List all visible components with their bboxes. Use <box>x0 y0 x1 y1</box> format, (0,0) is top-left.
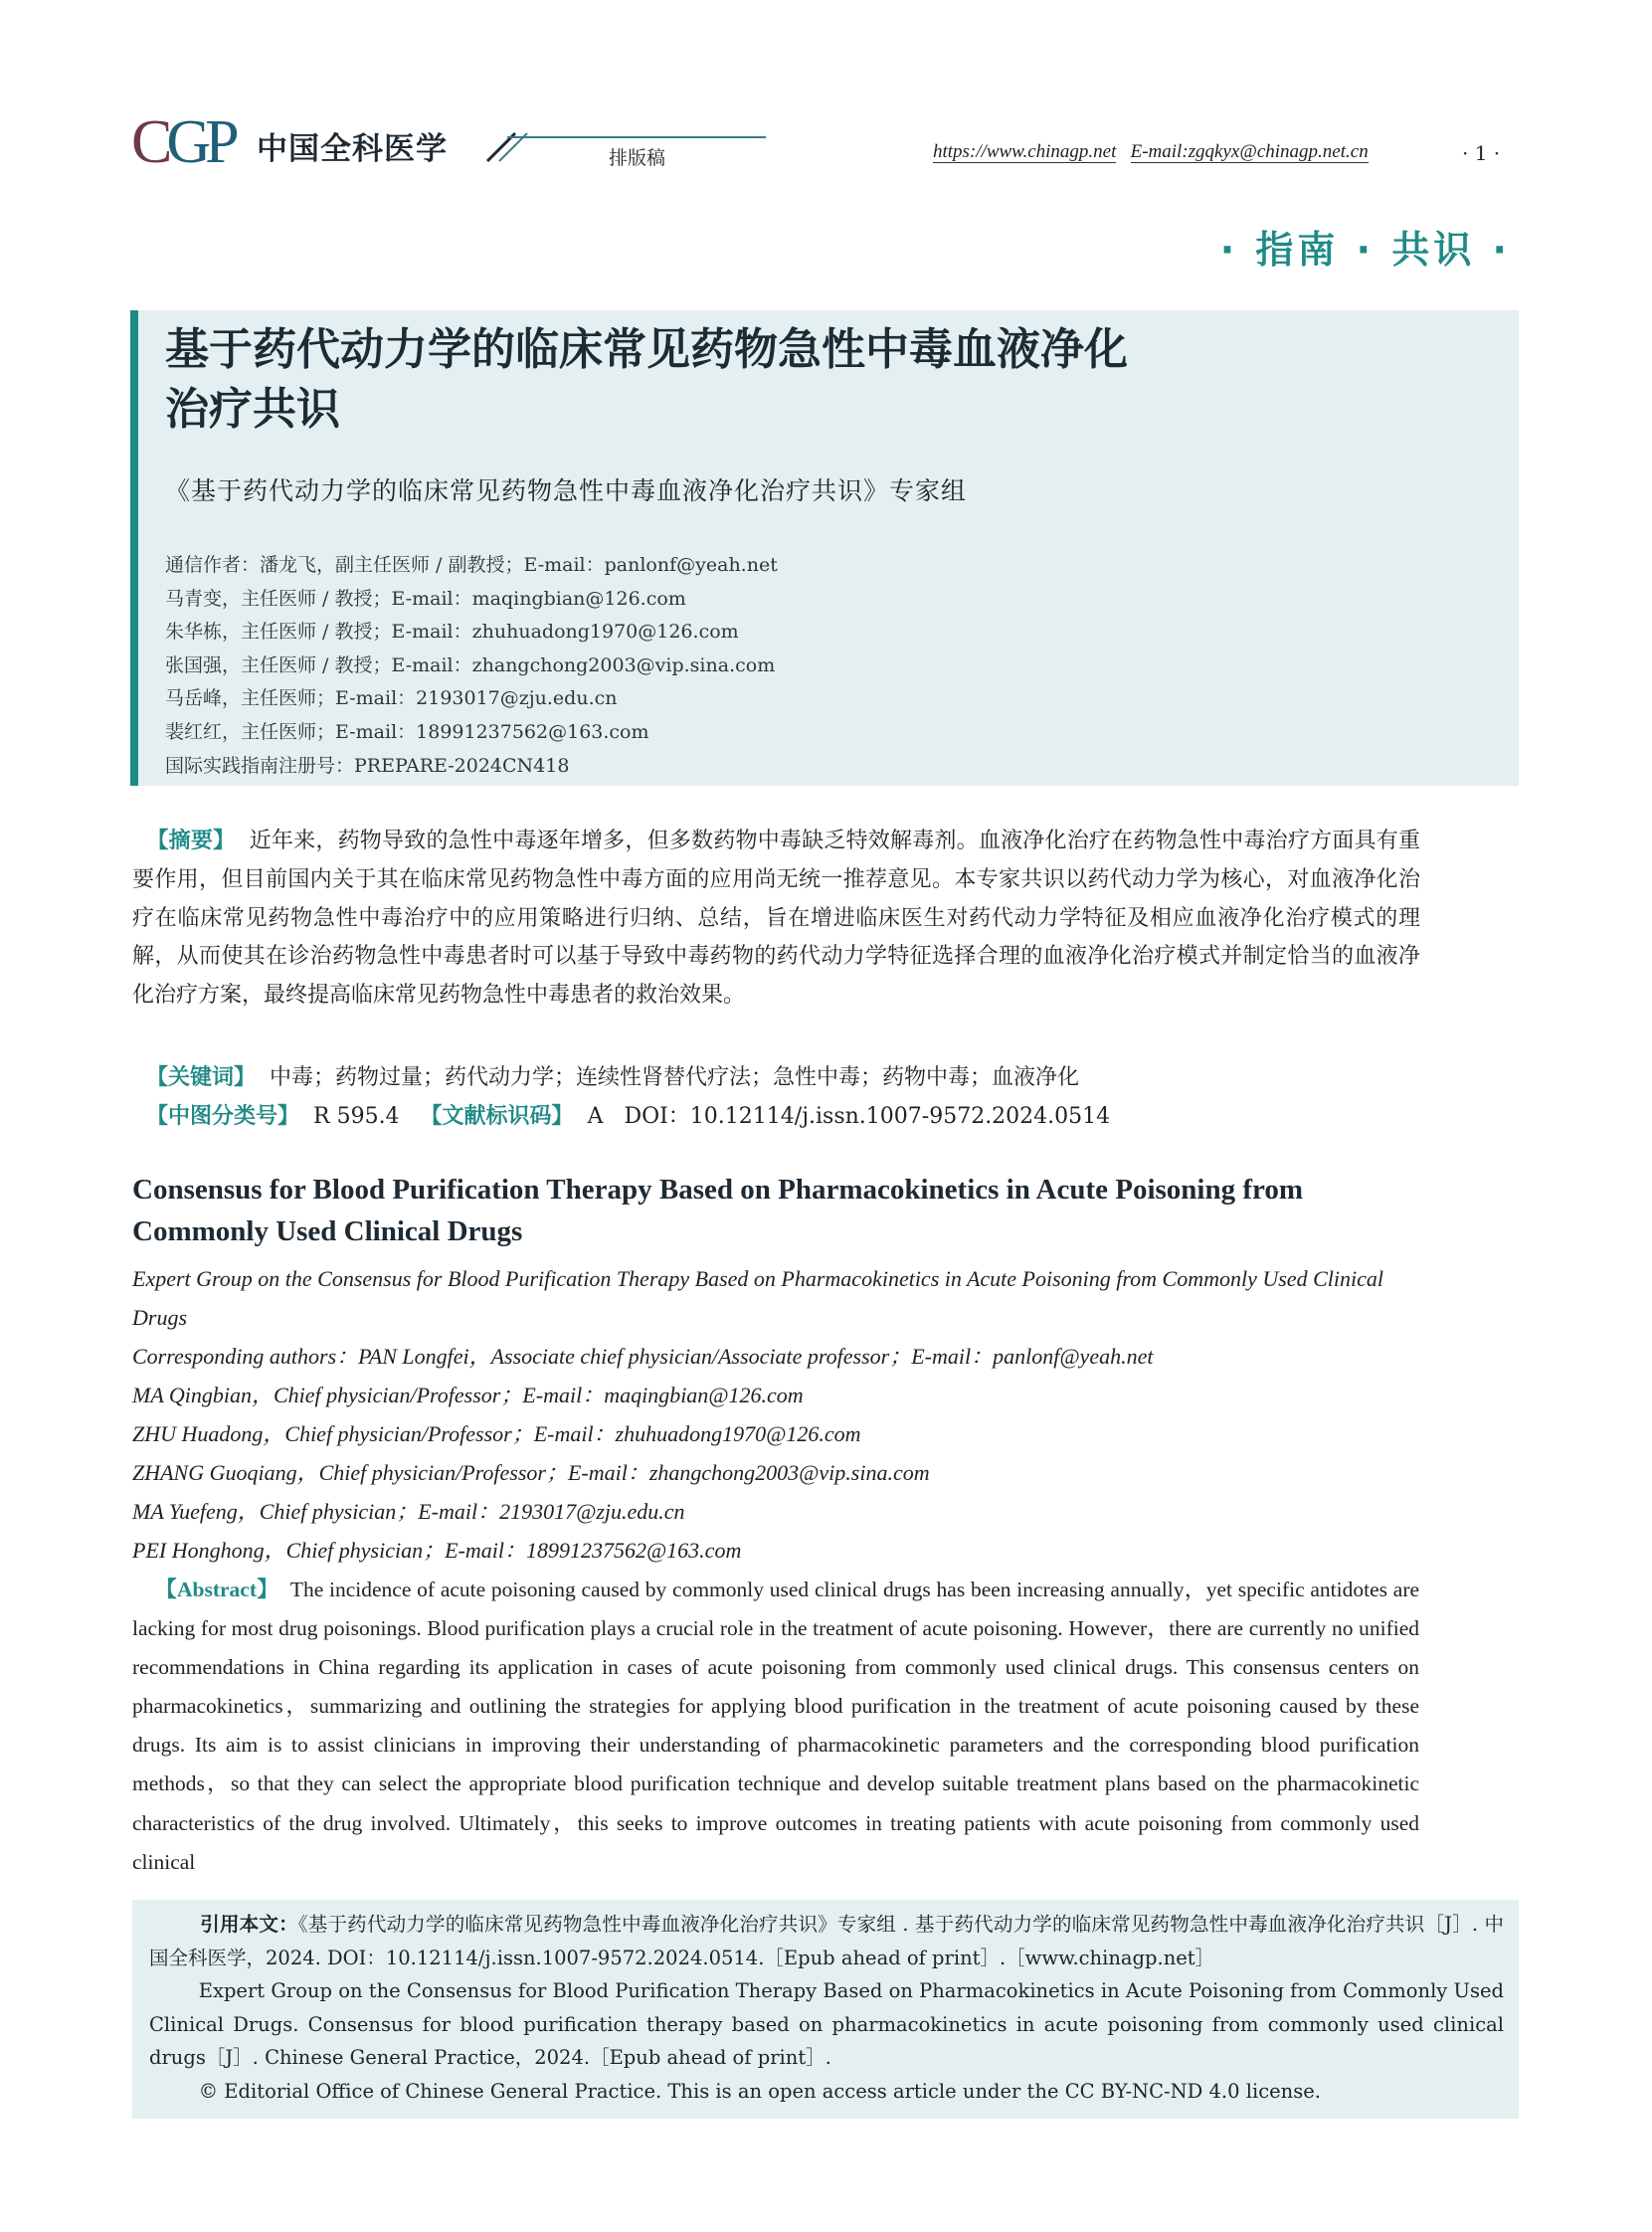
author-line-en: ZHANG Guoqiang，Chief physician/Professor；E-mail：zhangchong2003@vip.sina.com <box>132 1460 930 1485</box>
author-line-en: MA Yuefeng，Chief physician；E-mail：2193017@zju.edu.cn <box>132 1499 685 1524</box>
license-text: © Editorial Office of Chinese General Practice. This is an open access article under the CC BY-NC-ND 4.0 license. <box>198 2079 1321 2103</box>
abstract-cn <box>132 823 1420 1016</box>
abstract-en-label: 【Abstract】 <box>155 1578 279 1601</box>
citation <box>149 1908 1504 2108</box>
keywords-text: 中毒；药物过量；药代动力学；连续性肾替代疗法；急性中毒；药物中毒；血液净化 <box>270 1065 1080 1090</box>
clc-value: R 595.4 <box>313 1104 400 1129</box>
header-rule <box>507 136 766 138</box>
authors-cn <box>165 549 778 783</box>
article-title-en: Consensus for Blood Purification Therapy Based on Pharmacokinetics in Acute Poisoning from Commonly Used Clinical Drugs <box>132 1174 1304 1247</box>
citation-en-text: Expert Group on the Consensus for Blood Purification Therapy Based on Pharmacokinetics in Acute Poisoning from Commonly Used Clinical Drugs. Consensus for blood purification therapy based on pharmacokinetics in acute poisoning from commonly used clinical drugs［J］. Chinese General Practice，2024.［Epub ahead of print］. <box>149 1979 1504 2069</box>
citation-cn-text: 《基于药代动力学的临床常见药物急性中毒血液净化治疗共识》专家组 . 基于药代动力学的临床常见药物急性中毒血液净化治疗共识［J］. 中国全科医学，2024. DOI：10.12114/j.issn.1007-9572.2024.0514.［Epub ahead of print］.［www.chinagp.net］ <box>149 1913 1504 1969</box>
keywords-cn <box>132 1060 1079 1091</box>
citation-label: 引用本文： <box>200 1913 298 1936</box>
author-line-en: MA Qingbian，Chief physician/Professor；E-mail：maqingbian@126.com <box>132 1383 804 1407</box>
journal-logo-name: 中国全科医学 <box>257 131 448 167</box>
registration-line: 国际实践指南注册号：PREPARE-2024CN418 <box>165 754 570 777</box>
title-line: 基于药代动力学的临床常见药物急性中毒血液净化 <box>165 324 1128 375</box>
author-line-en: ZHU Huadong，Chief physician/Professor；E-mail：zhuhuadong1970@126.com <box>132 1421 861 1446</box>
abstract-cn-label: 【摘要】 <box>146 829 236 853</box>
citation-cn <box>149 1908 1504 1974</box>
doc-code-label: 【文献标识码】 <box>420 1104 574 1129</box>
website-link[interactable]: https://www.chinagp.net <box>933 141 1117 162</box>
logo-slash-decoration <box>467 119 587 169</box>
section-tag: · 指南 · 共识 · <box>1219 228 1511 272</box>
draft-label: 排版稿 <box>609 147 666 169</box>
author-line: 马岳峰，主任医师；E-mail：2193017@zju.edu.cn <box>165 687 618 710</box>
doc-code-value: A <box>587 1104 604 1129</box>
author-line: 张国强，主任医师 / 教授；E-mail：zhangchong2003@vip.sina.com <box>165 653 776 676</box>
clc-label: 【中图分类号】 <box>146 1104 300 1129</box>
license-line <box>149 2075 1504 2109</box>
authors-en <box>132 1337 1153 1570</box>
author-line: 朱华栋，主任医师 / 教授；E-mail：zhuhuadong1970@126.com <box>165 621 739 644</box>
author-line: 通信作者：潘龙飞，副主任医师 / 副教授；E-mail：panlonf@yeah.net <box>165 554 778 576</box>
title-line: 治疗共识 <box>165 384 340 435</box>
citation-en <box>149 1974 1504 2075</box>
title-accent-bar <box>130 310 138 786</box>
expert-group-en: Expert Group on the Consensus for Blood Purification Therapy Based on Pharmacokinetics in Acute Poisoning from Commonly Used Clinical Drugs <box>132 1266 1383 1330</box>
journal-logo-mark: CGP <box>131 108 234 176</box>
author-line: 马青变，主任医师 / 教授；E-mail：maqingbian@126.com <box>165 587 686 610</box>
author-line-en: PEI Honghong，Chief physician；E-mail：18991237562@163.com <box>132 1538 742 1563</box>
abstract-cn-text: 近年来，药物导致的急性中毒逐年增多，但多数药物中毒缺乏特效解毒剂。血液净化治疗在药物急性中毒治疗方面具有重要作用，但目前国内关于其在临床常见药物急性中毒方面的应用尚无统一推荐意见。本专家共识以药代动力学为核心，对血液净化治疗在临床常见药物急性中毒治疗中的应用策略进行归纳、总结，旨在增进临床医生对药代动力学特征及相应血液净化治疗模式的理解，从而使其在诊治药物急性中毒患者时可以基于导致中毒药物的药代动力学特征选择合理的血液净化治疗模式并制定恰当的血液净化治疗方案，最终提高临床常见药物急性中毒患者的救治效果。 <box>132 829 1420 1009</box>
email-link[interactable]: E-mail:zgqkyx@chinagp.net.cn <box>1130 141 1369 162</box>
expert-group: 《基于药代动力学的临床常见药物急性中毒血液净化治疗共识》专家组 <box>165 476 968 505</box>
header-links <box>933 141 1369 163</box>
keywords-label: 【关键词】 <box>146 1065 257 1090</box>
doi-link[interactable]: DOI：10.12114/j.issn.1007-9572.2024.0514 <box>624 1104 1111 1129</box>
author-line-en: Corresponding authors：PAN Longfei，Associate chief physician/Associate professor；E-mail：panlonf@yeah.net <box>132 1344 1154 1369</box>
author-line: 裴红红，主任医师；E-mail：18991237562@163.com <box>165 720 649 743</box>
abstract-en <box>132 1571 1419 1882</box>
article-title <box>165 320 1299 440</box>
page-number: · 1 · <box>1462 141 1501 165</box>
abstract-en-text: The incidence of acute poisoning caused by commonly used clinical drugs has been increasing annually，yet specific antidotes are lacking for most drug poisonings. Blood purification plays a crucial role in the treatment of acute poisoning. However，there are currently no unified recommendations in China regarding its application in cases of acute poisoning from commonly used clinical drugs. This consensus centers on pharmacokinetics，summarizing and outlining the strategies for applying blood purification in the treatment of acute poisoning caused by these drugs. Its aim is to assist clinicians in improving their understanding of pharmacokinetic parameters and the corresponding blood purification methods，so that they can select the appropriate blood purification technique and develop suitable treatment plans based on the pharmacokinetic characteristics of the drug involved. Ultimately，this seeks to improve outcomes in treating patients with acute poisoning from commonly used clinical <box>132 1578 1420 1874</box>
classification-line <box>132 1099 1110 1130</box>
